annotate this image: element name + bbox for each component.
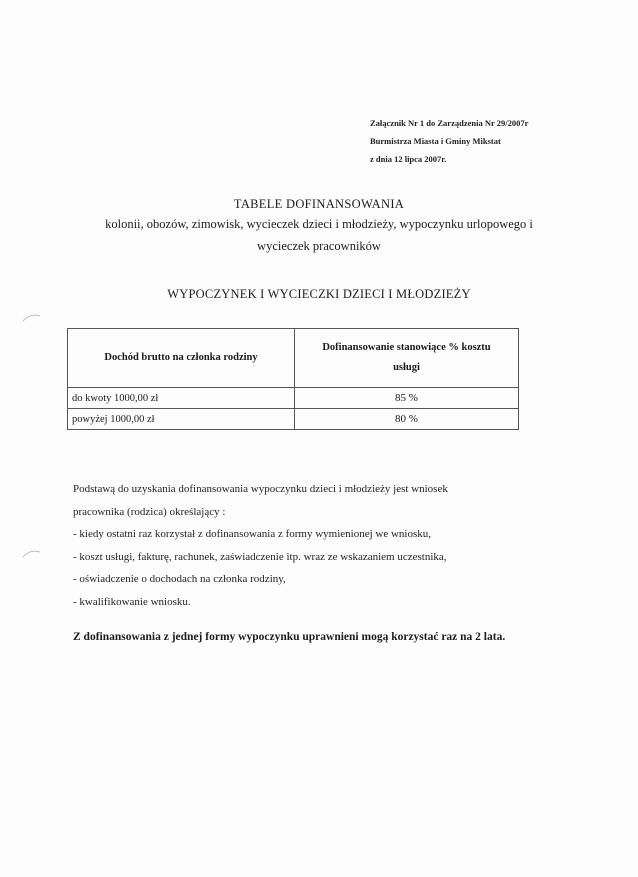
table-cell-funding: 80 % [295, 409, 519, 430]
table-cell-funding: 85 % [295, 388, 519, 409]
table-header-funding-line1: Dofinansowanie stanowiące % kosztu [322, 342, 491, 353]
attachment-note [370, 114, 620, 168]
table-header-income: Dochód brutto na członka rodziny [68, 329, 295, 388]
table-header-funding-line2: usługi [393, 362, 420, 373]
body-line: pracownika (rodzica) określający : [73, 505, 226, 518]
attachment-note-line2: Burmistrza Miasta i Gminy Mikstat [370, 136, 501, 146]
scan-punch-mark-top [22, 312, 42, 322]
table-row [68, 409, 519, 430]
document-title-block [0, 196, 638, 257]
body-line: - kwalifikowanie wniosku. [73, 595, 191, 608]
requirements-paragraph [73, 478, 573, 613]
table-header-row [68, 329, 519, 388]
attachment-note-line1: Załącznik Nr 1 do Zarządzenia Nr 29/2007r [370, 118, 529, 128]
funding-table [67, 328, 519, 430]
final-note: Z dofinansowania z jednej formy wypoczynku uprawnieni mogą korzystać raz na 2 lata. [73, 631, 506, 643]
body-line: - oświadczenie o dochodach na członka rodziny, [73, 573, 286, 585]
document-subtitle-line2: wycieczek pracowników [257, 239, 381, 253]
body-line: - koszt usługi, fakturę, rachunek, zaświadczenie itp. wraz ze wskazaniem uczestnika, [73, 550, 447, 563]
body-line: - kiedy ostatni raz korzystał z dofinansowania z formy wymienionej we wniosku, [73, 528, 432, 540]
scan-punch-mark-bottom [22, 548, 42, 558]
document-subtitle-line1: kolonii, obozów, zimowisk, wycieczek dzieci i młodzieży, wypoczynku urlopowego i [105, 217, 533, 231]
document-title: TABELE DOFINANSOWANIA [233, 197, 405, 211]
attachment-note-line3: z dnia 12 lipca 2007r. [370, 154, 447, 164]
body-line: Podstawą do uzyskania dofinansowania wypoczynku dzieci i młodzieży jest wniosek [73, 483, 448, 495]
section-heading: WYPOCZYNEK I WYCIECZKI DZIECI I MŁODZIEŻY [167, 287, 471, 301]
table-header-funding [295, 329, 519, 388]
table-cell-income: do kwoty 1000,00 zł [68, 388, 295, 409]
table-cell-income: powyżej 1000,00 zł [68, 409, 295, 430]
table-row [68, 388, 519, 409]
